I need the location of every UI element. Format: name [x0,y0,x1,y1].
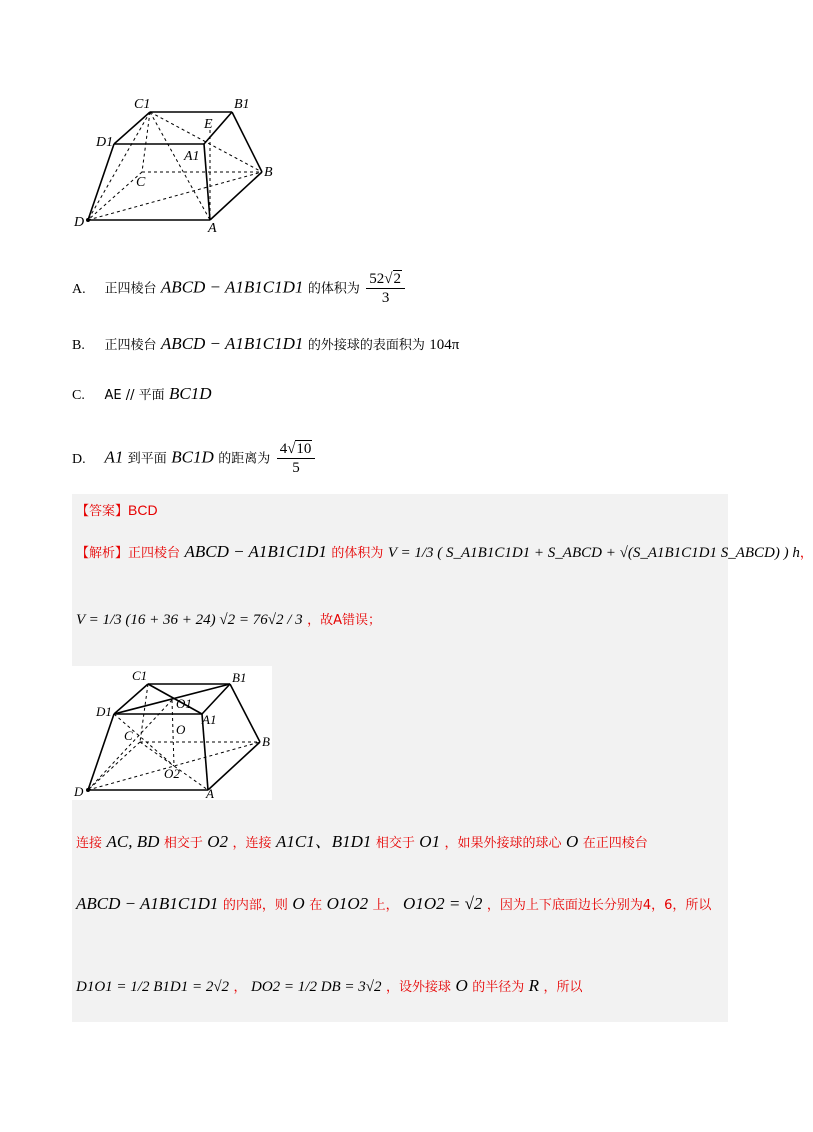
line4-f: 上， [372,898,399,913]
option-d-post: 的距离为 [218,451,271,467]
analysis-line-3 [76,832,648,854]
option-d-mid: 到平面 [127,451,167,467]
line3-a: 连接 [76,836,103,851]
fig2-label-b1: B1 [232,670,247,685]
line5-d: ，设外接球 [386,980,452,995]
analysis-line-4 [76,894,711,916]
fig1-label-d1: D1 [96,135,114,150]
option-d-math: BC1D [171,447,214,467]
fig1-label-b: B [264,165,273,180]
fig2-label-b: B [262,734,270,749]
fig2-label-o1: O1 [176,696,192,711]
answer-value: BCD [128,502,158,518]
option-a-num: 52 [369,271,385,287]
fig2-label-a1: A1 [202,712,217,727]
answer-tag: 【答案】 [76,504,129,519]
analysis-line-5 [76,976,583,998]
fig2-label-c1: C1 [132,668,148,683]
line4-d: 在 [309,898,323,913]
analysis-line1-post: 的体积为 [331,546,384,561]
line3-g: 相交于 [375,836,415,851]
volume-calculation: V = 1/3 (16 + 36 + 24) √2 = 76√2 / 3 [76,612,303,628]
option-a-root: 2 [393,271,402,287]
line4-b: 的内部，则 [222,898,288,913]
fig2-label-o: O [176,722,186,737]
option-d-fraction: $\frac{4√10}{5}$ [277,440,316,477]
line4-h: ，因为上下底面边长分别为4，6，所以 [486,898,712,913]
answer-line [76,500,158,522]
option-b-pre: 正四棱台 [104,338,157,353]
line3-d: O2 [207,832,229,851]
option-a [72,270,407,307]
line3-i: ，如果外接球的球心 [444,836,562,851]
option-c-label: C. [72,388,85,403]
option-c-pre: AE // 平面 [104,388,165,403]
option-b-post: 的外接球的表面积为 [307,338,425,353]
option-a-pre: 正四棱台 [104,281,157,297]
line5-c: DO2 = 1/2 DB = 3√2 [250,979,382,995]
option-a-label: A. [72,281,86,297]
option-a-math: ABCD − A1B1C1D1 [160,277,304,297]
fig1-label-e: E [204,117,213,132]
line3-j: O [566,832,579,851]
line3-f: A1C1、B1D1 [275,832,372,851]
line4-e: O1O2 [326,894,369,913]
analysis-line2-post: ，故A错误； [307,613,382,628]
line3-c: 相交于 [163,836,203,851]
line5-b: ， [233,980,247,995]
fig1-label-a: A [208,221,217,236]
option-d-num: 4 [279,441,288,457]
option-b-label: B. [72,338,85,353]
analysis-line1-math: ABCD − A1B1C1D1 [184,542,327,561]
option-a-fraction: $\frac{52√2}{3}$ [366,270,405,307]
analysis-line1-text: 正四棱台 [128,546,181,561]
line3-h: O1 [419,832,441,851]
option-b-math: ABCD − A1B1C1D1 [160,334,304,353]
line5-f: 的半径为 [472,980,525,995]
option-d-root: 10 [296,441,312,457]
fig2-label-d: D [74,784,84,799]
fig1-label-a1: A1 [184,149,200,164]
option-a-den: 3 [381,290,390,306]
analysis-line-2 [76,610,381,631]
option-d-den: 5 [292,460,300,476]
option-c-math: BC1D [169,384,212,403]
line5-g: R [528,976,540,995]
fig2-label-c: C [124,728,133,743]
analysis-line-1: 【解析】正四棱台 ABCD − A1B1C1D1 的体积为 V = 1/3 ( S_A1B1C1D1 + S_ABCD + √(S_A1B1C1D1 S_ABCD) ) h， [76,542,813,561]
fig2-label-o2: O2 [164,766,180,781]
fig1-label-c1: C1 [134,97,151,112]
option-a-post: 的体积为 [307,281,360,297]
fig1-label-c: C [136,175,146,190]
line5-e: O [455,976,468,995]
line5-h: ，所以 [543,980,583,995]
solution-panel [72,494,813,1022]
frustum-figure-2 [72,666,272,800]
option-c [72,384,212,406]
option-b [72,334,459,356]
option-b-value: 104π [429,337,460,353]
option-d-pre: A1 [104,447,124,467]
line3-k: 在正四棱台 [582,836,648,851]
line3-e: ，连接 [232,836,272,851]
line5-a: D1O1 = 1/2 B1D1 = 2√2 [76,979,230,995]
line4-a: ABCD − A1B1C1D1 [76,894,219,913]
line4-g: O1O2 = √2 [403,894,483,913]
frustum-figure-1 [72,94,292,234]
analysis-tag: 【解析】 [76,546,129,561]
option-d-label: D. [72,451,86,467]
fig1-label-d: D [74,215,85,230]
fig2-label-d1: D1 [96,704,112,719]
fig2-label-a: A [206,786,214,801]
volume-formula: V = 1/3 ( S_A1B1C1D1 + S_ABCD + √(S_A1B1C1D1 S_ABCD) ) h [387,545,800,561]
line4-c: O [292,894,305,913]
fig1-label-b1: B1 [234,97,250,112]
option-d [72,440,317,477]
line3-b: AC, BD [106,832,160,851]
